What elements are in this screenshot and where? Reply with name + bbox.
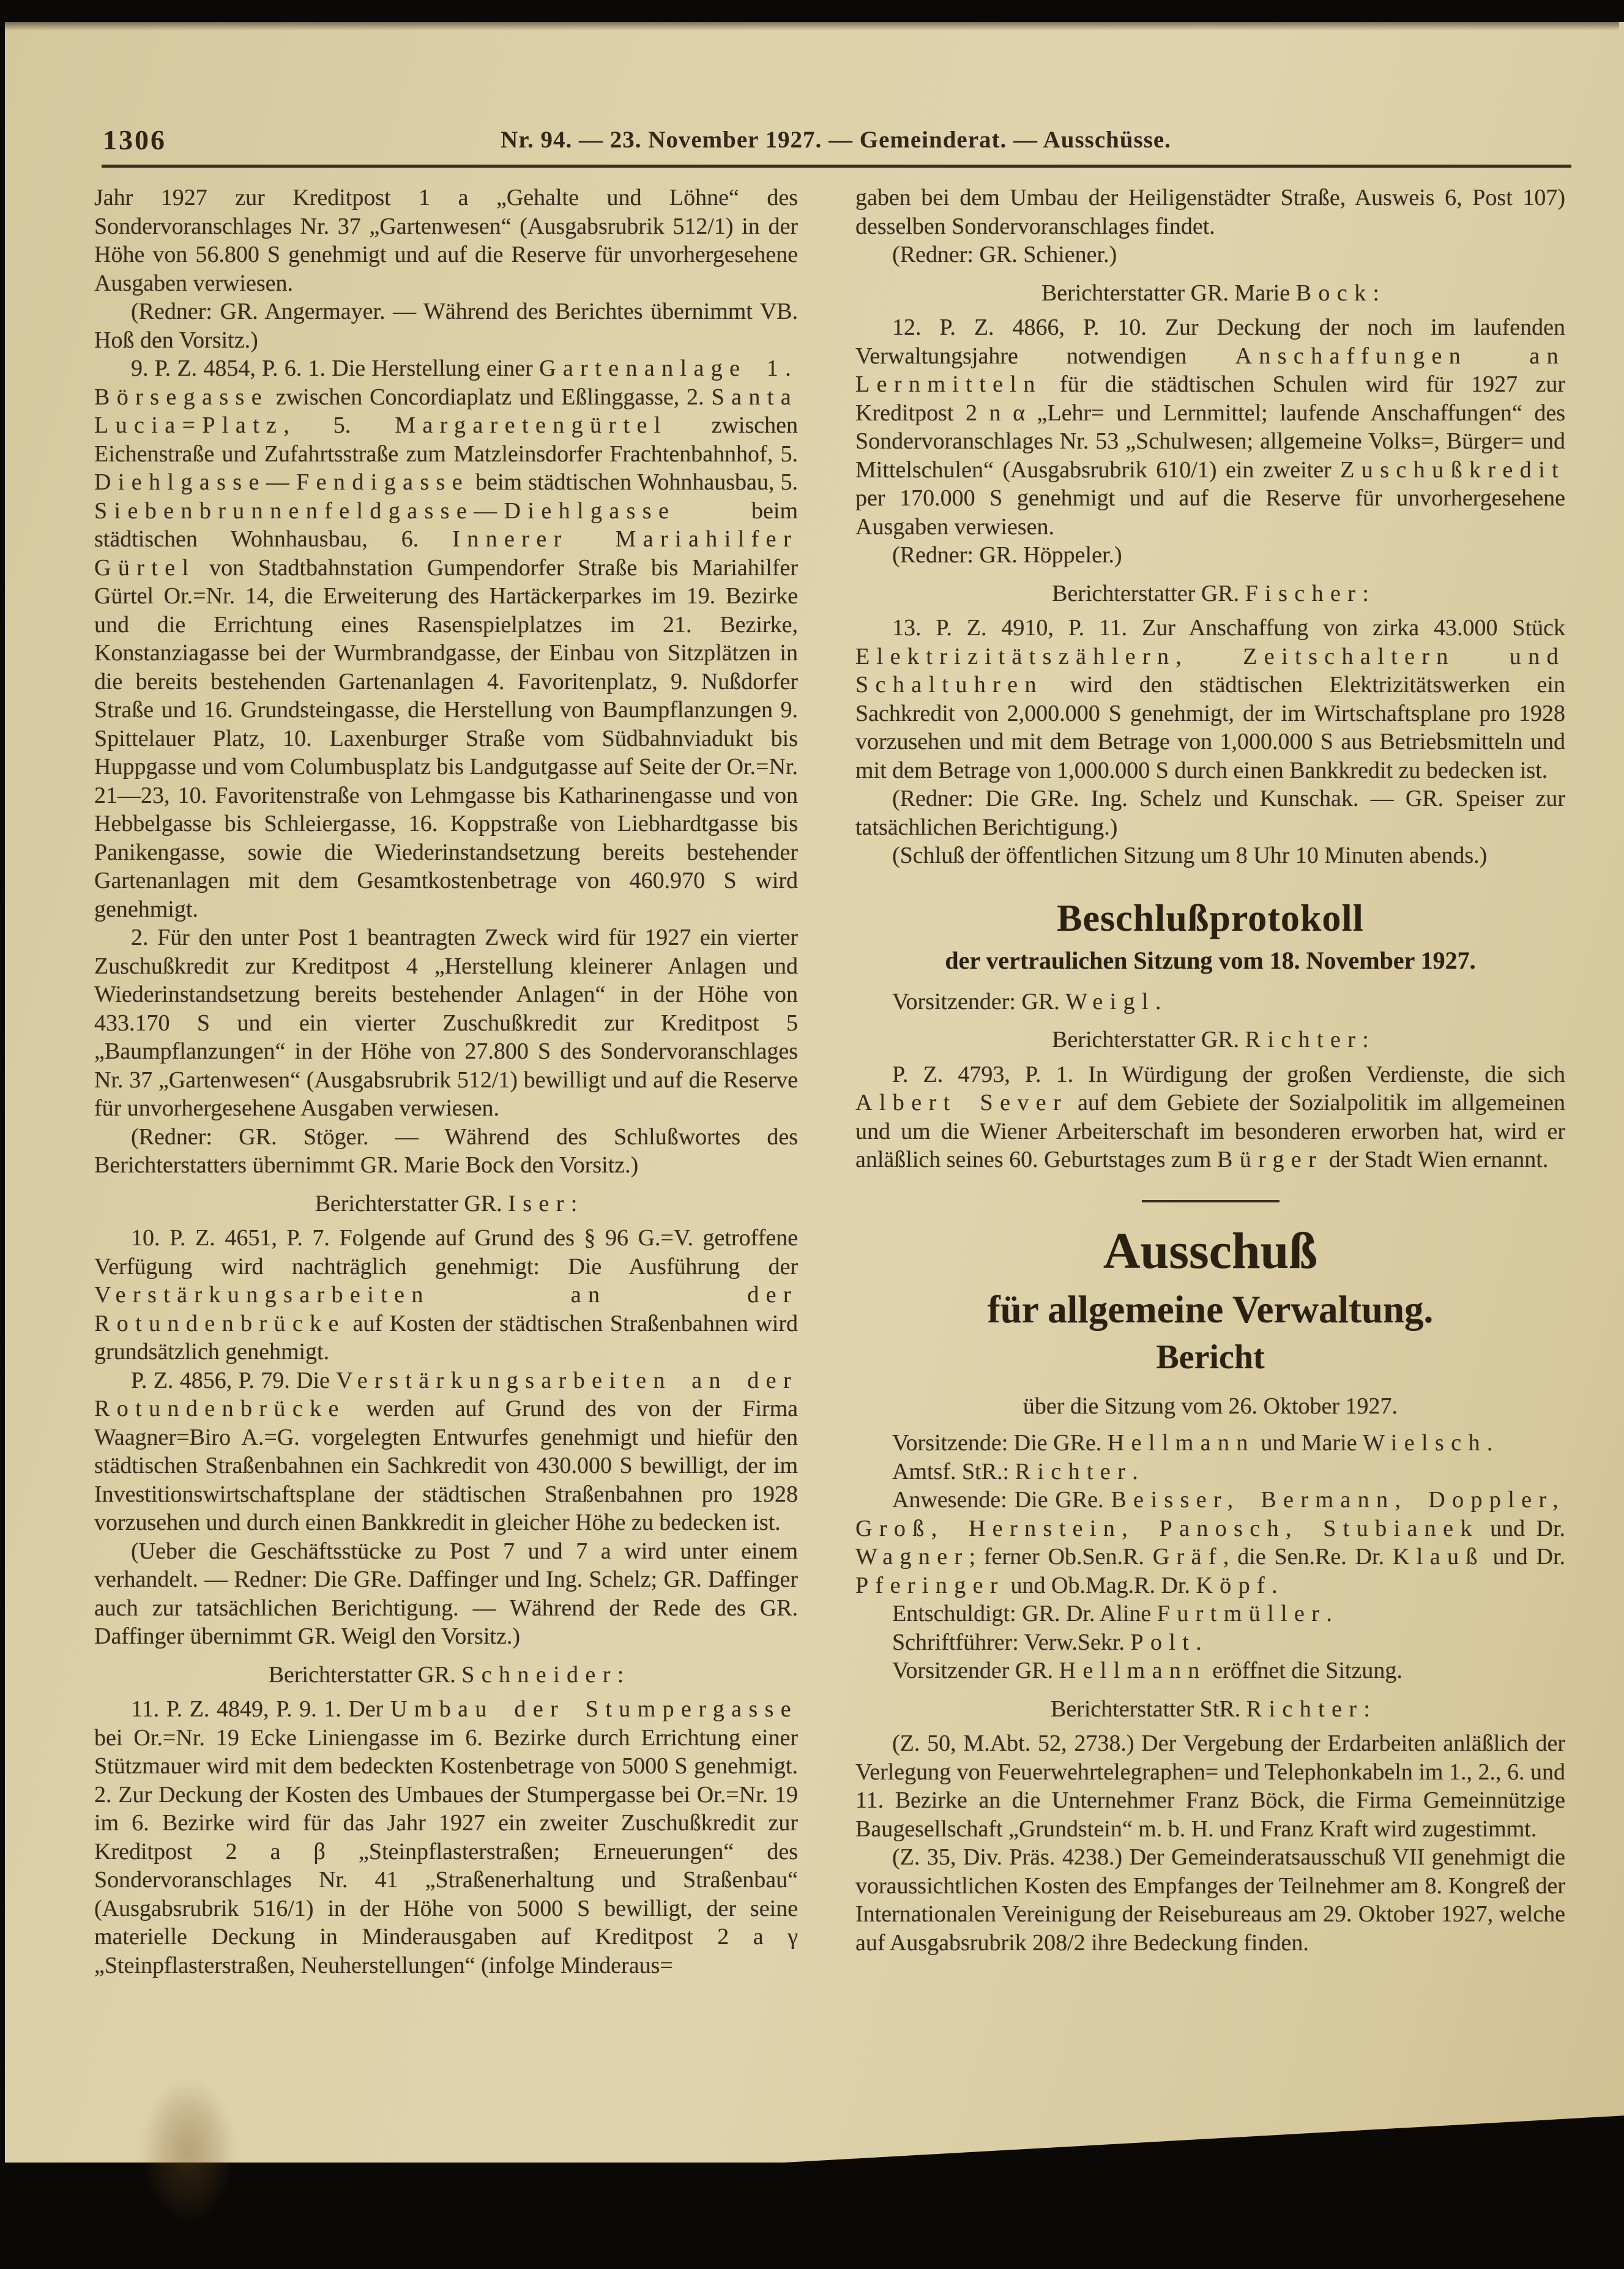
text-run: . xyxy=(1272,1572,1278,1598)
text-run: beim städtischen Wohnhausbau, 5. xyxy=(469,469,798,495)
paragraph xyxy=(855,184,1565,240)
text-run: : xyxy=(1362,580,1369,606)
paragraph xyxy=(94,1123,798,1180)
text-run-letterspaced: Fischer xyxy=(1245,580,1363,606)
text-run: wird den städtischen Elektrizitätswerken ein Sachkredit von 2,000.000 S genehmigt, der im Wirtschaftsplane pro 1928 vorzusehen und mit dem Betrage von 1,000.000 S aus Betriebsmitteln und mit dem Betrage von 1,000.000 S durch einen Bankkredit zu bedecken ist. xyxy=(855,672,1565,783)
text-run-letterspaced: Richter xyxy=(1015,1458,1133,1485)
text-run-letterspaced: Albert Sever xyxy=(855,1090,1068,1116)
session-date-line xyxy=(855,1392,1565,1421)
text-run: werden auf Grund des von der Firma Waagner=Biro A.=G. vorgelegten Entwurfes genehmigt und hiefür den städtischen Straßenbahnen ein Sachkredit von 430.000 S bewilligt, der im Investitionswirtschaftsplane der städtischen Straßenbahnen pro 1928 vorzusehen und durch einen Bankkredit in gleicher Höhe zu bedecken ist. xyxy=(94,1396,798,1535)
text-run-letterspaced: Schneider xyxy=(461,1661,617,1688)
text-run: eröffnet die Sitzung. xyxy=(1206,1658,1402,1683)
section-heading xyxy=(855,1026,1565,1054)
text-run-letterspaced: Beisser, Bermann, Doppler, Groß, Hernstein, Panosch, Stubianek xyxy=(855,1487,1565,1541)
header-rule xyxy=(102,165,1571,168)
text-run: Vorsitzender GR. xyxy=(892,1658,1059,1683)
committee-subheading xyxy=(855,1286,1565,1333)
section-heading xyxy=(94,1190,798,1218)
text-run-letterspaced: Anschaffungen an Lernmitteln xyxy=(855,343,1566,397)
page-number: 1306 xyxy=(103,124,166,155)
text-run-letterspaced: Verstärkungsarbeiten an der Rotundenbrücke xyxy=(94,1367,798,1421)
text-run: : xyxy=(1362,1027,1369,1053)
text-run: und Dr. xyxy=(1478,1515,1566,1541)
text-run-letterspaced: Elektrizitätszählern, Zeitschaltern und Schaltuhren xyxy=(855,643,1565,698)
text-run-letterspaced: Zuschußkredit xyxy=(1340,456,1565,483)
column-left xyxy=(94,184,798,1980)
column-right xyxy=(855,184,1565,1957)
running-header: Nr. 94. — 23. November 1927. — Gemeinderat. — Ausschüsse. xyxy=(501,127,1171,153)
text-run-letterspaced: Klauß xyxy=(1392,1544,1484,1570)
paragraph xyxy=(94,184,798,297)
text-run: Berichterstatter GR. Marie xyxy=(1041,280,1296,306)
text-run-letterspaced: Hellmann xyxy=(1059,1658,1207,1683)
text-run: Jahr 1927 zur Kreditpost 1 a „Gehalte und Löhne“ des Sondervoranschlages Nr. 37 „Gartenwesen“ (Ausgabsrubrik 512/1) in der Höhe von 56.800 S genehmigt und auf die Reserve für unvorhergesehene Ausgaben verwiesen. xyxy=(94,185,798,296)
text-run: Entschuldigt: GR. Dr. Aline xyxy=(892,1601,1157,1626)
text-run: Berichterstatter GR. xyxy=(1052,1027,1245,1053)
text-run: bei Or.=Nr. 19 Ecke Liniengasse im 6. Bezirke durch Errichtung einer Stützmauer wird mit dem bedeckten Kostenbetrage von 5000 S genehmigt. 2. Zur Deckung der Kosten des Umbaues der Stumpergasse bei Or.=Nr. 19 im 6. Bezirke wird für das Jahr 1927 ein zweiter Zuschußkredit zur Kreditpost 2 a β „Steinpflasterstraßen; Erneuerungen“ des Sondervoranschlages Nr. 41 „Straßenerhaltung und Straßenbau“ (Ausgabsrubrik 516/1) in der Höhe von 5000 S bewilligt, der seine materielle Deckung in Minderausgaben auf Kreditpost 2 a γ „Steinpflasterstraßen, Neuherstellungen“ (infolge Minderaus= xyxy=(94,1724,798,1978)
paragraph xyxy=(94,1224,798,1366)
text-run: Anwesende: Die GRe. xyxy=(892,1487,1111,1513)
text-run: : xyxy=(617,1661,624,1688)
text-run: (Redner: GR. Stöger. — Während des Schlußwortes des Berichterstatters übernimmt GR. Marie Bock den Vorsitz.) xyxy=(94,1123,798,1178)
text-run: . xyxy=(1196,1629,1202,1655)
text-run-letterspaced: Innerer Mariahilfer Gürtel xyxy=(94,526,798,581)
document-page xyxy=(5,22,1624,2163)
text-run: und Ob.Mag.R. Dr. xyxy=(1005,1572,1196,1598)
paragraph xyxy=(855,313,1565,541)
text-run-letterspaced: Santa Lucia=Platz xyxy=(94,384,798,438)
scan-edge-shadow xyxy=(0,22,1619,31)
paragraph xyxy=(855,1429,1565,1458)
text-run: 12. P. Z. 4866, P. 10. Zur Deckung der noch im laufenden Verwaltungsjahre notwendigen xyxy=(855,315,1565,369)
paragraph xyxy=(855,784,1565,841)
section-heading xyxy=(855,279,1565,308)
text-run-letterspaced: Pferinger xyxy=(855,1572,1005,1598)
text-run-letterspaced: Verstärkungsarbeiten an der Rotundenbrücke xyxy=(94,1282,798,1336)
text-run: : xyxy=(570,1190,578,1216)
text-run-letterspaced: Wielsch xyxy=(1363,1430,1487,1456)
text-run: , die Sen.Re. Dr. xyxy=(1223,1544,1393,1570)
text-run: zwischen Eichenstraße und Zufahrtsstraße zum Matzleinsdorfer Frachtenbahnhof, 5. xyxy=(94,412,798,467)
text-run-letterspaced: Köpf xyxy=(1196,1572,1272,1598)
paragraph xyxy=(855,240,1565,269)
text-run: gaben bei dem Umbau der Heiligenstädter Straße, Ausweis 6, Post 107) desselben Sondervoranschlages findet. xyxy=(855,185,1565,239)
text-run-letterspaced: Weigl xyxy=(1065,988,1156,1015)
document-title xyxy=(855,897,1565,940)
text-run-letterspaced: Gartenanlage 1. Börsegasse xyxy=(94,356,799,410)
paragraph xyxy=(855,1458,1565,1486)
paragraph xyxy=(94,923,798,1123)
document-subtitle xyxy=(855,945,1565,977)
text-run: P. Z. 4793, P. 1. In Würdigung der großen Verdienste, die sich xyxy=(892,1061,1565,1087)
text-run: Amtsf. StR.: xyxy=(892,1458,1015,1485)
paragraph xyxy=(855,1628,1565,1657)
text-run: Ausschuß xyxy=(1103,1222,1318,1280)
section-heading xyxy=(94,1661,798,1690)
text-run: : xyxy=(1363,1696,1370,1722)
text-run: (Z. 35, Div. Präs. 4238.) Der Gemeinderatsausschuß VII genehmigt die voraussichtlichen Kosten des Empfanges der Teilnehmer am 8. Kongreß der Internationalen Vereinigung der Reisebureaus am 29. Oktober 1927, welche auf Ausgabsrubrik 208/2 ihre Bedeckung finden. xyxy=(855,1844,1565,1956)
text-run: Schriftführer: Verw.Sekr. xyxy=(892,1629,1131,1655)
text-run: P. Z. 4856, P. 79. Die xyxy=(131,1367,337,1393)
text-run: (Redner: GR. Höppeler.) xyxy=(892,542,1122,568)
report-heading xyxy=(855,1336,1565,1379)
text-run: und Dr. xyxy=(1484,1544,1565,1570)
text-run-letterspaced: Furtmüller xyxy=(1157,1601,1327,1626)
text-run: zwischen Concordiaplatz und Eßlinggasse, 2. xyxy=(268,384,712,410)
text-run: Beschlußprotokoll xyxy=(1057,897,1364,939)
text-run: 10. P. Z. 4651, P. 7. Folgende auf Grund des § 96 G.=V. getroffene Verfügung wird nachträglich genehmigt: Die Ausführung der xyxy=(94,1225,798,1280)
text-run: (Schluß der öffentlichen Sitzung um 8 Uhr 10 Minuten abends.) xyxy=(892,843,1488,868)
paragraph xyxy=(855,1843,1565,1957)
text-run: . xyxy=(1486,1430,1493,1456)
text-run: per 170.000 S genehmigt und auf die Reserve für unvorhergesehene Ausgaben verwiesen. xyxy=(855,485,1565,540)
text-run: 13. P. Z. 4910, P. 11. Zur Anschaffung von zirka 43.000 Stück xyxy=(892,615,1565,641)
text-run: für die städtischen Schulen wird für 1927 zur Kreditpost 2 n α „Lehr= und Lernmittel; laufende Anschaffungen“ des Sondervoranschlages Nr. 53 „Schulwesen; allgemeine Volks=, Bürger= und Mittelschulen“ (Ausgabsrubrik 610/1) ein zweiter xyxy=(855,371,1565,483)
text-run: der vertraulichen Sitzung vom 18. November 1927. xyxy=(945,946,1476,974)
text-run: . xyxy=(1326,1601,1332,1626)
section-divider xyxy=(1142,1200,1279,1202)
text-run-letterspaced: Bürger xyxy=(1216,1147,1324,1172)
text-run: über die Sitzung vom 26. Oktober 1927. xyxy=(1022,1393,1398,1419)
paragraph xyxy=(94,1366,798,1537)
text-run: , 5. xyxy=(283,412,395,438)
paragraph xyxy=(855,1656,1565,1685)
text-run: auf Kosten der städtischen Straßenbahnen wird grundsätzlich genehmigt. xyxy=(94,1310,798,1365)
text-run: Vorsitzende: Die GRe. xyxy=(892,1430,1108,1456)
text-run-letterspaced: Wagner xyxy=(855,1544,969,1570)
text-run: 2. Für den unter Post 1 beantragten Zweck wird für 1927 ein vierter Zuschußkredit zur Kreditpost 4 „Herstellung kleinerer Anlagen und Wiederinstandsetzung bereits bestehender Anlagen“ in der Höhe von 433.170 S und ein vierter Zuschußkredit zur Kreditpost 5 „Baumpflanzungen“ in der Höhe von 27.800 S des Sondervoranschlages Nr. 37 „Gartenwesen“ (Ausgabsrubrik 512/1) bewilligt und auf die Reserve für unvorhergesehene Ausgaben verwiesen. xyxy=(94,925,798,1121)
text-run: (Ueber die Geschäftsstücke zu Post 7 und 7 a wird unter einem verhandelt. — Redner: Die GRe. Daffinger und Ing. Schelz; GR. Daffinger auch zur tatsächlichen Berichtigung. — Während der Rede des GR. Daffinger übernimmt GR. Weigl den Vorsitz.) xyxy=(94,1538,798,1649)
paragraph xyxy=(94,1695,798,1980)
paragraph xyxy=(855,1060,1565,1174)
text-run: der Stadt Wien ernannt. xyxy=(1323,1147,1549,1172)
paragraph xyxy=(855,988,1565,1016)
paragraph xyxy=(94,1537,798,1651)
text-run: (Redner: GR. Angermayer. — Während des Berichtes übernimmt VB. Hoß den Vorsitz.) xyxy=(94,299,798,353)
text-run-letterspaced: Margaretengürtel xyxy=(395,412,668,438)
text-run-letterspaced: Iser xyxy=(508,1190,571,1216)
paragraph xyxy=(855,541,1565,570)
text-run: auf dem Gebiete der Sozialpolitik im allgemeinen und um die Wiener Arbeiterschaft im besonderen erworben hat, wird er anläßlich seines 60. Geburtstages zum xyxy=(855,1090,1565,1172)
text-run: 11. P. Z. 4849, P. 9. 1. Der xyxy=(131,1696,390,1722)
text-run: Vorsitzender: GR. xyxy=(892,988,1066,1015)
paper-stain xyxy=(143,2081,234,2222)
text-run: Berichterstatter GR. xyxy=(315,1190,508,1216)
paragraph xyxy=(855,1729,1565,1843)
text-run: Bericht xyxy=(1156,1338,1265,1376)
section-heading xyxy=(855,579,1565,608)
paragraph xyxy=(855,841,1565,870)
text-run-letterspaced: Siebenbrunnenfeldgasse—Diehlgasse xyxy=(94,497,676,524)
text-run: . xyxy=(1132,1458,1138,1485)
paragraph xyxy=(94,297,798,354)
text-run: 9. P. Z. 4854, P. 6. 1. Die Herstellung einer xyxy=(131,356,540,381)
text-run: und Marie xyxy=(1254,1430,1363,1456)
paragraph xyxy=(855,614,1565,784)
text-run-letterspaced: Polt xyxy=(1130,1629,1196,1655)
text-run: (Z. 50, M.Abt. 52, 2738.) Der Vergebung der Erdarbeiten anläßlich der Verlegung von Feuerwehrtelegraphen= und Telephonkabeln im 1., 2., 6. und 11. Bezirke an die Unternehmer Franz Böck, die Firma Gemeinnützige Baugesellschaft „Grundstein“ m. b. H. und Franz Kraft wird zugestimmt. xyxy=(855,1731,1565,1842)
text-run-letterspaced: Gräf xyxy=(1152,1544,1223,1570)
text-run: ; ferner Ob.Sen.R. xyxy=(969,1544,1153,1570)
text-run: beim städtischen Wohnhausbau, 6. xyxy=(94,497,798,552)
text-run: Berichterstatter GR. xyxy=(268,1661,462,1688)
text-run: Berichterstatter GR. xyxy=(1052,580,1245,606)
text-run-letterspaced: Richter xyxy=(1245,1027,1363,1053)
text-run: (Redner: Die GRe. Ing. Schelz und Kunschak. — GR. Speiser zur tatsächlichen Berichtigung.) xyxy=(855,786,1565,840)
section-heading xyxy=(855,1695,1565,1724)
committee-heading xyxy=(855,1221,1565,1282)
text-run-letterspaced: Umbau der Stumpergasse xyxy=(390,1696,799,1722)
text-run: für allgemeine Verwaltung. xyxy=(987,1287,1434,1331)
text-run-letterspaced: Bock xyxy=(1295,280,1373,306)
text-run: (Redner: GR. Schiener.) xyxy=(892,242,1117,267)
text-run-letterspaced: Richter xyxy=(1246,1696,1364,1722)
paragraph xyxy=(855,1600,1565,1628)
paragraph xyxy=(94,354,798,923)
text-run: Berichterstatter StR. xyxy=(1051,1696,1246,1722)
text-run-letterspaced: Hellmann xyxy=(1107,1430,1255,1456)
text-run: . xyxy=(1155,988,1161,1015)
text-run: : xyxy=(1373,280,1380,306)
text-run: von Stadtbahnstation Gumpendorfer Straße bis Mariahilfer Gürtel Or.=Nr. 14, die Erweiterung des Hartäckerparkes im 19. Bezirke und die Errichtung eines Rasenspielplatzes im 21. Bezirke, Konstanziagasse bei der Wurmbrandgasse, der Einbau von Sitzplätzen in die bereits bestehenden Gartenanlagen 4. Favoritenplatz, 9. Nußdorfer Straße und 16. Grundsteingasse, die Herstellung von Baumpflanzungen 9. Spittelauer Platz, 10. Laxenburger Straße vom Südbahnviadukt bis Huppgasse und vom Columbusplatz bis Landgutgasse auf Seite der Or.=Nr. 21—23, 10. Favoritenstraße von Lehmgasse bis Katharinengasse und von Hebbelgasse bis Schleiergasse, 16. Koppstraße von Liebhardtgasse bis Panikengasse, sowie die Wiederinstandsetzung bereits bestehender Gartenanlagen mit dem Gesamtkostenbetrage von 460.970 S wird genehmigt. xyxy=(94,554,798,922)
paragraph xyxy=(855,1486,1565,1600)
text-run-letterspaced: Diehlgasse—Fendigasse xyxy=(94,469,469,495)
